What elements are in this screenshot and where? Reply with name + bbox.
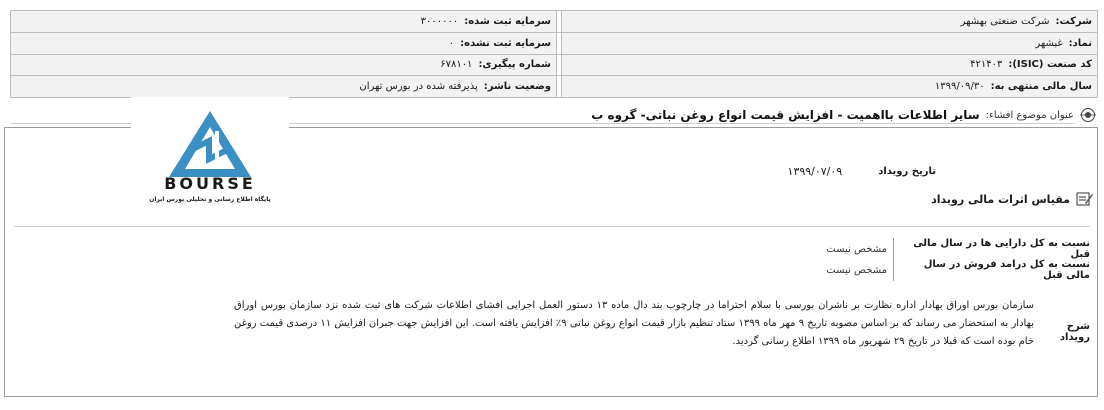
registered-capital-cell xyxy=(11,11,557,33)
impact-divider xyxy=(14,226,1090,227)
publisher-status-label: وضعیت ناشر: xyxy=(483,81,551,93)
revenue-ratio-label: نسبت به کل درامد فروش در سال مالی قبل xyxy=(893,259,1090,281)
fiscal-label: سال مالی منتهی به: xyxy=(990,81,1092,93)
symbol-value: غبشهر xyxy=(1035,37,1063,49)
info-row xyxy=(11,32,1098,54)
tracking-label: شماره پیگیری: xyxy=(478,59,551,71)
isic-value: ۴۲۱۴۰۳ xyxy=(970,59,1003,71)
company-cell xyxy=(562,11,1098,33)
registered-capital-label: سرمایه ثبت شده: xyxy=(464,15,551,27)
event-date-row xyxy=(788,165,936,178)
bourse-logo-icon xyxy=(131,97,289,209)
unregistered-capital-cell xyxy=(11,32,557,54)
event-date-label: تاریخ رویداد xyxy=(878,166,936,177)
topic-label: عنوان موضوع افشاء: xyxy=(985,109,1074,121)
company-label: شرکت: xyxy=(1055,15,1092,27)
tracking-value: ۶۷۸۱۰۱ xyxy=(440,59,473,71)
company-info-table xyxy=(10,10,1098,98)
info-row xyxy=(11,54,1098,76)
fiscal-value: ۱۳۹۹/۰۹/۳۰ xyxy=(934,81,985,93)
topic-title: سایر اطلاعات بااهمیت - افزایش قیمت انواع روغن نباتی- گروه ب xyxy=(591,108,980,122)
publisher-status-value: پذیرفته شده در بورس تهران xyxy=(359,81,478,93)
symbol-cell xyxy=(562,32,1098,54)
disclosure-topic xyxy=(591,106,1096,124)
event-description-row xyxy=(234,297,1090,351)
impact-title: مقیاس اثرات مالی رویداد xyxy=(931,192,1070,206)
assets-ratio-row xyxy=(826,238,1090,260)
logo-caption-text: پایگاه اطلاع رسانی و تحلیلی بورس ایران xyxy=(149,196,271,203)
logo-brand-text: BOURSE xyxy=(164,174,256,193)
isic-label: کد صنعت (ISIC): xyxy=(1008,59,1092,71)
unregistered-capital-value: ۰ xyxy=(448,37,455,49)
publisher-status-cell xyxy=(11,76,557,98)
impact-header xyxy=(931,191,1094,207)
bourse-logo xyxy=(131,97,289,209)
event-description-label: شرح رویداد xyxy=(1059,321,1090,343)
edit-icon xyxy=(1076,191,1094,207)
registered-capital-value: ۳۰۰۰۰۰۰ xyxy=(420,15,459,27)
info-row xyxy=(11,76,1098,98)
revenue-ratio-value: مشخص نیست xyxy=(826,264,887,276)
symbol-label: نماد: xyxy=(1068,37,1092,49)
info-row xyxy=(11,11,1098,33)
isic-cell xyxy=(562,54,1098,76)
unregistered-capital-label: سرمایه ثبت نشده: xyxy=(460,37,551,49)
target-icon xyxy=(1080,107,1096,123)
tracking-cell xyxy=(11,54,557,76)
revenue-ratio-row xyxy=(826,259,1090,281)
assets-ratio-label: نسبت به کل دارایی ها در سال مالی قبل xyxy=(893,238,1090,260)
assets-ratio-value: مشخص نیست xyxy=(826,243,887,255)
event-description-text: سازمان بورس اوراق بهادار اداره نظارت بر ناشران بورسی با سلام احتراما در چارچوب بند دال ماده ۱۳ دستور العمل اجرایی افشای اطلاعات شرکت های ثبت شده نزد سازمان بورس اوراق بهادار به استحضار می رساند که بر اساس مصوبه تاریخ ۹ مهر ماه ۱۳۹۹ ستاد تنظیم بازار قیمت انواع روغن نباتی ۹٪ افزایش یافته است. این افزایش جهت جبران افزایش ۱۱ درصدی قیمت روغن خام بوده است که قبلا در تاریخ ۲۹ شهریور ماه ۱۳۹۹ اطلاع رسانی گردید. xyxy=(234,300,1034,347)
fiscal-cell xyxy=(562,76,1098,98)
event-date-value: ۱۳۹۹/۰۷/۰۹ xyxy=(787,165,843,178)
company-value: شرکت صنعتی بهشهر xyxy=(960,15,1050,27)
